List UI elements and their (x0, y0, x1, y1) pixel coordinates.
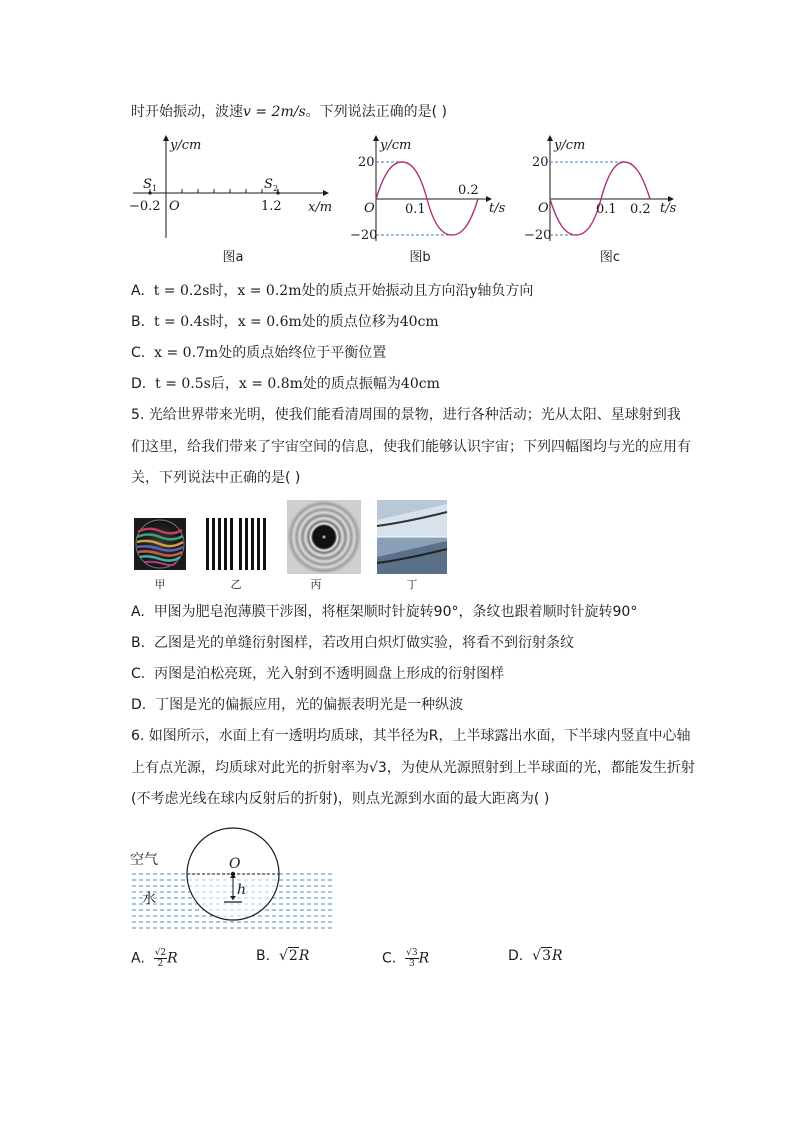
q6-stem-line2: 上有点光源，均质球对此光的折射率为√3，为使从光源照射到上半球面的光，都能发生折射 (131, 760, 695, 776)
graph-b-y-label: y/cm (380, 138, 412, 153)
q5-option-b[interactable]: B. 乙图是光的单缝衍射图样，若改用白炽灯做实验，将看不到衍射条纹 (131, 635, 574, 651)
q5-stem-line3: 关，下列说法中正确的是( ) (131, 470, 301, 486)
graph-a-origin: O (169, 199, 180, 214)
graph-b-y-top: 20 (358, 155, 375, 170)
picture-jia-label: 甲 (154, 578, 166, 591)
q5-option-d[interactable]: D. 丁图是光的偏振应用，光的偏振表明光是一种纵波 (131, 697, 464, 713)
q6-stem-line1: 6. 如图所示，水面上有一透明均质球，其半径为R，上半球露出水面，下半球内竖直中心轴 (131, 728, 691, 744)
graph-c-y-label: y/cm (554, 138, 586, 153)
center-label: O (229, 856, 241, 872)
graph-b-t-mid: 0.1 (405, 202, 426, 217)
graph-c (520, 133, 690, 243)
q4-option-b[interactable]: B. t = 0.4s时，x = 0.6m处的质点位移为40cm (131, 314, 439, 330)
graph-b-caption: 图b (409, 250, 431, 265)
graph-a-tick-left: −0.2 (129, 199, 161, 214)
graph-a (128, 133, 338, 243)
q4-intro-lead: 时开始振动，波速 (131, 104, 243, 120)
h-label: h (237, 882, 247, 898)
graph-c-t-mid: 0.1 (596, 202, 617, 217)
q4-intro-tail: 。下列说法正确的是( ) (305, 104, 447, 120)
graph-b (346, 133, 506, 243)
q6-stem-line3: (不考虑光线在球内反射后的折射)，则点光源到水面的最大距离为( ) (131, 791, 550, 807)
q4-option-d[interactable]: D. t = 0.5s后，x = 0.8m处的质点振幅为40cm (131, 376, 440, 392)
source-s1-sub: 1 (152, 184, 158, 193)
picture-bing-label: 丙 (310, 578, 322, 591)
graph-c-origin: O (538, 201, 549, 216)
source-s2-sub: 2 (273, 184, 279, 193)
q6-sphere-figure (128, 830, 338, 930)
source-s2-label: S (264, 177, 273, 192)
air-label: 空气 (130, 852, 158, 868)
q6-option-c[interactable]: C. $\frac{√3}{3}$ R (382, 948, 430, 969)
picture-bing-poisson-spot (287, 500, 361, 574)
picture-ding-label: 丁 (406, 578, 418, 591)
q5-stem-line2: 们这里，给我们带来了宇宙空间的信息，使我们能够认识宇宙；下列四幅图均与光的应用有 (131, 439, 691, 455)
q6-option-a[interactable]: A. $\frac{√2}{2}$ R (131, 948, 178, 969)
graph-a-x-label: x/m (308, 200, 333, 215)
graph-a-y-label: y/cm (170, 138, 202, 153)
graph-c-y-bottom: −20 (524, 228, 552, 243)
water-label: 水 (142, 891, 156, 907)
picture-ding-polarized-windshield (377, 500, 447, 574)
graph-b-x-label: t/s (489, 201, 506, 216)
graph-a-caption: 图a (222, 250, 244, 265)
q4-intro-line (131, 103, 447, 121)
graph-b-t-end: 0.2 (458, 183, 479, 198)
picture-yi-label: 乙 (230, 578, 242, 591)
graph-b-origin: O (364, 201, 375, 216)
q6-option-b[interactable]: B. √2R (256, 948, 310, 964)
graph-b-y-bottom: −20 (350, 228, 378, 243)
source-s1-label: S (143, 177, 152, 192)
q6-option-d[interactable]: D. √3R (508, 948, 563, 964)
q4-option-a[interactable]: A. t = 0.2s时，x = 0.2m处的质点开始振动且方向沿y轴负方向 (131, 283, 534, 299)
graph-c-y-top: 20 (532, 155, 549, 170)
picture-jia-soap-film (134, 518, 186, 570)
q4-velocity: v = 2m/s (243, 104, 306, 120)
picture-yi-slit-pattern (205, 518, 267, 570)
q5-option-c[interactable]: C. 丙图是泊松亮斑，光入射到不透明圆盘上形成的衍射图样 (131, 666, 505, 682)
q4-option-c[interactable]: C. x = 0.7m处的质点始终位于平衡位置 (131, 345, 387, 361)
graph-c-caption: 图c (599, 250, 621, 265)
q5-option-a[interactable]: A. 甲图为肥皂泡薄膜干涉图，将框架顺时针旋转90°，条纹也跟着顺时针旋转90° (131, 604, 638, 620)
graph-a-tick-right: 1.2 (261, 199, 282, 214)
graph-c-x-label: t/s (660, 201, 677, 216)
q5-stem-line1: 5. 光给世界带来光明，使我们能看清周围的景物，进行各种活动；光从太阳、星球射到我 (131, 407, 681, 423)
graph-c-t-end: 0.2 (630, 202, 651, 217)
graph-a-ticks (150, 189, 278, 193)
